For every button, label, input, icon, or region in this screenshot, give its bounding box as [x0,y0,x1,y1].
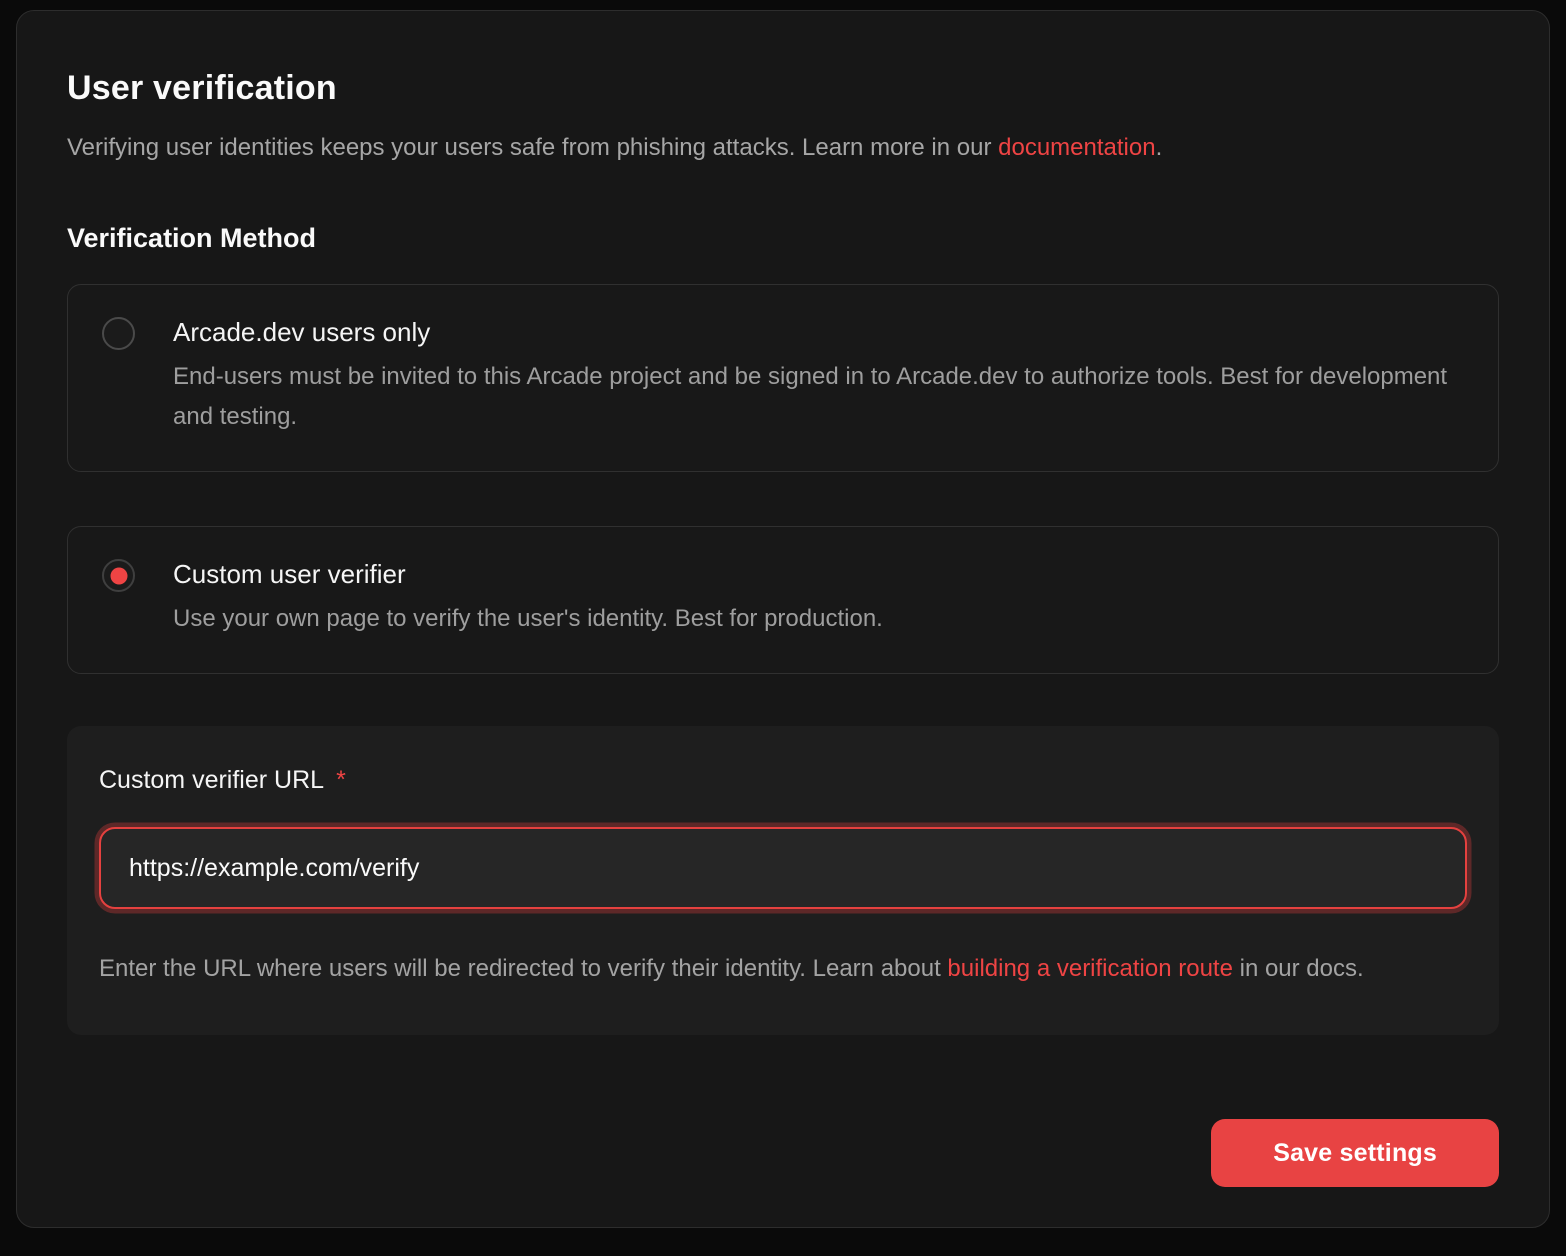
option-text [173,315,1464,437]
subtitle-period: . [1155,134,1163,161]
user-verification-card [16,10,1550,1228]
radio-custom-user-verifier[interactable] [102,559,135,592]
option-description: Use your own page to verify the user's identity. Best for production. [173,605,883,632]
custom-verifier-url-panel [67,726,1499,1035]
option-label: Custom user verifier [173,559,406,589]
helper-text: Enter the URL where users will be redirected to verify their identity. Learn about [99,955,948,982]
actions-row [67,1119,1499,1187]
documentation-link[interactable]: documentation [998,134,1156,161]
custom-verifier-url-label-row [99,762,1467,795]
option-custom-user-verifier[interactable] [67,526,1499,674]
subtitle-text: Verifying user identities keeps your users safe from phishing attacks. Learn more in our [67,134,999,161]
save-settings-button[interactable]: Save settings [1211,1119,1499,1187]
custom-verifier-url-input[interactable] [99,827,1467,909]
option-text [173,557,883,639]
page-title: User verification [67,69,337,107]
custom-verifier-url-label: Custom verifier URL [99,766,325,794]
custom-verifier-helper-text [99,949,1467,989]
required-asterisk: * [336,766,346,794]
option-description: End-users must be invited to this Arcade project and be signed in to Arcade.dev to authorize tools. Best for development and testing. [173,363,1448,430]
option-arcade-users-only[interactable] [67,284,1499,472]
page-subtitle [67,131,1499,165]
building-verification-route-link[interactable]: building a verification route [947,955,1233,982]
verification-method-heading: Verification Method [67,223,317,253]
radio-arcade-users-only[interactable] [102,317,135,350]
option-label: Arcade.dev users only [173,317,431,347]
helper-text-suffix: in our docs. [1232,955,1364,982]
